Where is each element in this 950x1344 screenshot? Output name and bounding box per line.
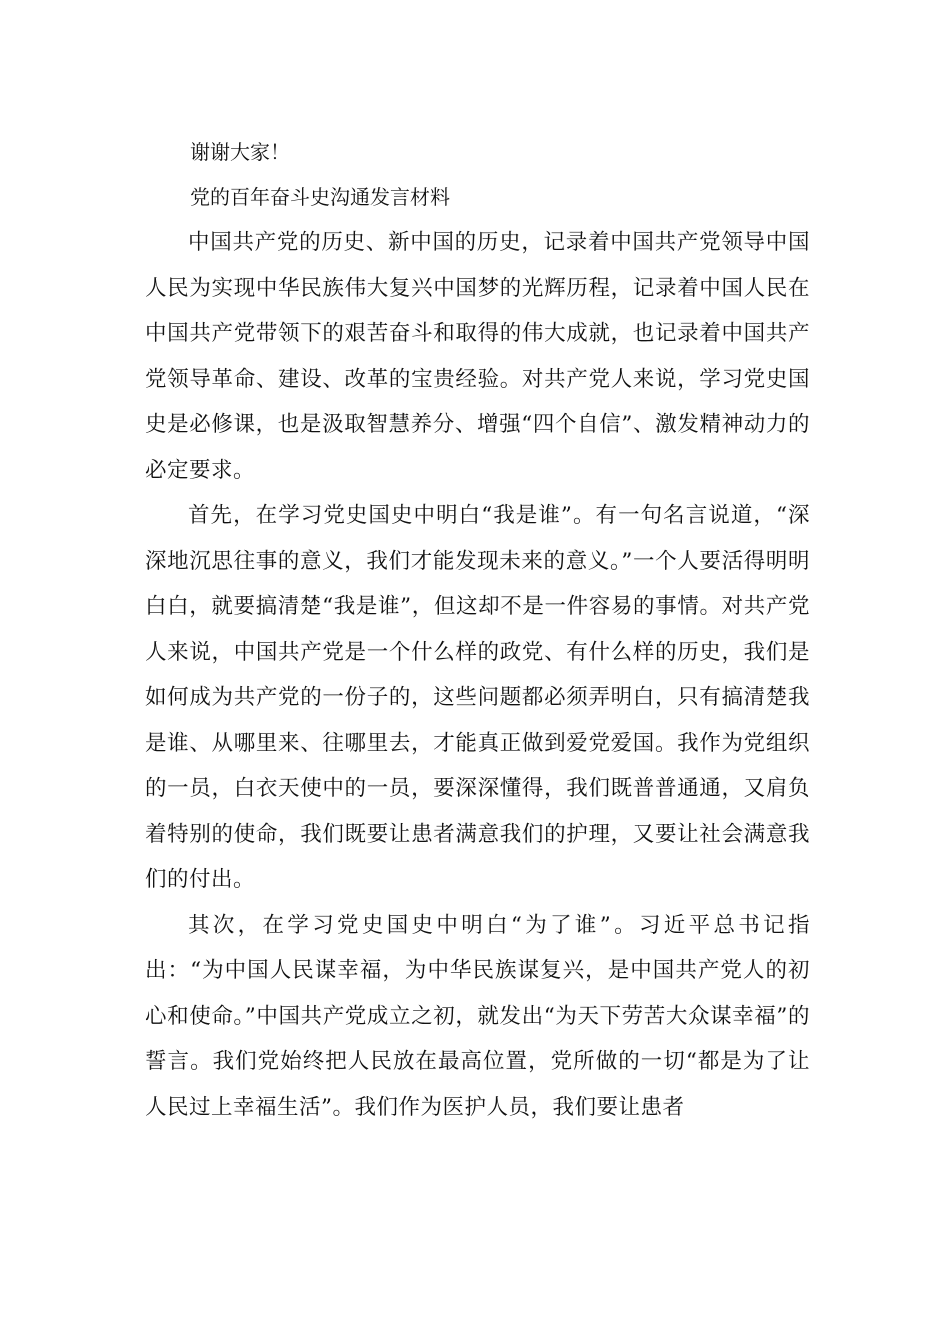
paragraph-for-whom: 其次，在学习党史国史中明白“为了谁”。习近平总书记指出：“为中国人民谋幸福，为中华民族谋复兴，是中国共产党人的初心和使命。”中国共产党成立之初，就发出“为天下劳苦大众谋幸福”的誓言。我们党始终把人民放在最高位置，党所做的一切“都是为了让人民过上幸福生活”。我们作为医护人员，我们要让患者 — [145, 912, 810, 1120]
document-body — [145, 130, 810, 1130]
document-title: 党的百年奋斗史沟通发言材料 — [190, 185, 450, 209]
closing-line: 谢谢大家！ — [190, 140, 290, 164]
paragraph-who-am-i: 首先，在学习党史国史中明白“我是谁”。有一句名言说道，“深深地沉思往事的意义，我们才能发现未来的意义。”一个人要活得明明白白，就要搞清楚“我是谁”，但这却不是一件容易的事情。对共产党人来说，中国共产党是一个什么样的政党、有什么样的历史，我们是如何成为共产党的一份子的，这些问题都必须弄明白，只有搞清楚我是谁、从哪里来、往哪里去，才能真正做到爱党爱国。我作为党组织的一员，白衣天使中的一员，要深深懂得，我们既普普通通，又肩负着特别的使命，我们既要让患者满意我们的护理，又要让社会满意我们的付出。 — [145, 503, 810, 892]
paragraph-intro: 中国共产党的历史、新中国的历史，记录着中国共产党领导中国人民为实现中华民族伟大复兴中国梦的光辉历程，记录着中国人民在中国共产党带领下的艰苦奋斗和取得的伟大成就，也记录着中国共产党领导革命、建设、改革的宝贵经验。对共产党人来说，学习党史国史是必修课，也是汲取智慧养分、增强“四个自信”、激发精神动力的必定要求。 — [145, 230, 810, 483]
